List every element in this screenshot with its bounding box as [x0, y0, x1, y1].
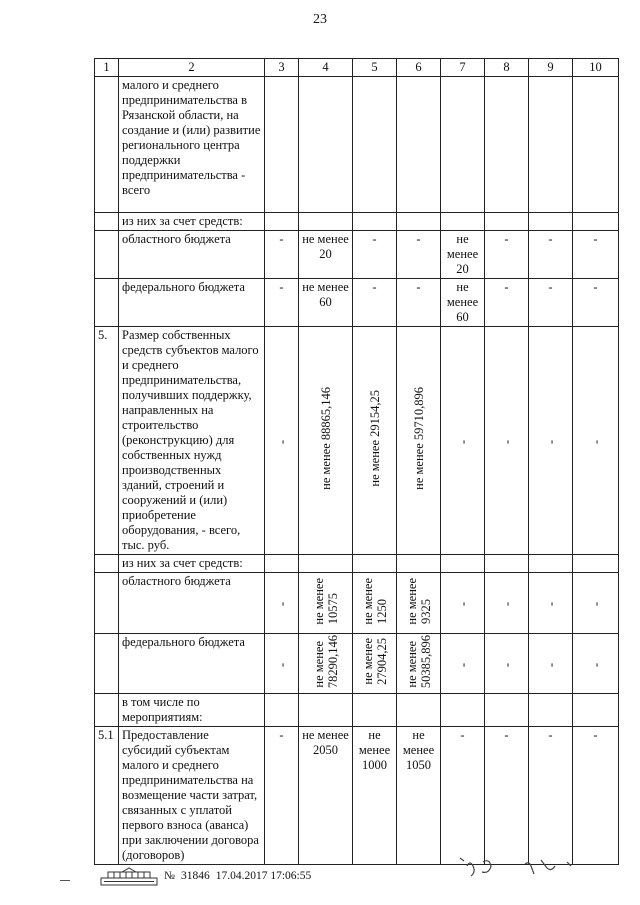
row-description: из них за счет средств: — [119, 213, 265, 231]
cell-value: - — [441, 727, 485, 865]
cell-value: - — [573, 231, 619, 279]
table-row — [95, 555, 619, 573]
cell-value: не менее 20 — [441, 231, 485, 279]
cell-value: не менее9325 — [397, 573, 441, 634]
cell-value: - — [485, 327, 529, 555]
registry-stamp-icon — [100, 866, 158, 886]
page-number: 23 — [313, 12, 327, 27]
cell-value: - — [485, 279, 529, 327]
row-description: областного бюджета — [119, 573, 265, 634]
cell-value: - — [353, 231, 397, 279]
cell-value: - — [485, 573, 529, 634]
cell-value: - — [353, 279, 397, 327]
cell-value: - — [573, 573, 619, 634]
header-cell: 7 — [441, 59, 485, 77]
footer — [100, 866, 311, 886]
cell-value: - — [265, 279, 299, 327]
cell-value: - — [397, 279, 441, 327]
row-description: федерального бюджета — [119, 279, 265, 327]
header-cell: 9 — [529, 59, 573, 77]
cell-value: - — [529, 573, 573, 634]
cell-value: не менее27904,25 — [353, 634, 397, 694]
row-description: Размер собственных средств субъектов малого и среднего предпринимательства, получивших поддержку, направленных на строительство (реконструкцию) для собственных нужд производственных зданий, строений и сооружений и (или) приобретение оборудования, - всего, тыс. руб. — [119, 327, 265, 555]
document-number: 31846 — [180, 870, 210, 882]
row-number — [95, 77, 119, 213]
registration-datetime: 17.04.2017 17:06:55 — [215, 870, 312, 882]
cell-value: не менее78290,146 — [299, 634, 353, 694]
cell-value: - — [573, 727, 619, 865]
cell-value: не менее 1000 — [353, 727, 397, 865]
row-description: из них за счет средств: — [119, 555, 265, 573]
cell-value: не менее1250 — [353, 573, 397, 634]
row-description: областного бюджета — [119, 231, 265, 279]
cell-value: не менее 29154,25 — [353, 327, 397, 555]
header-cell: 3 — [265, 59, 299, 77]
cell-value: - — [485, 727, 529, 865]
cell-value: не менее 60 — [441, 279, 485, 327]
cell-value: - — [573, 327, 619, 555]
cell-value: не менее 1050 — [397, 727, 441, 865]
margin-mark — [60, 880, 70, 881]
header-cell: 8 — [485, 59, 529, 77]
cell-value: - — [529, 327, 573, 555]
row-description: малого и среднего предпринимательства в Рязанской области, на создание и (или) развитие регионального центра поддержки предпринимательства - всего — [119, 77, 265, 213]
cell-value: - — [265, 231, 299, 279]
cell-value: - — [397, 231, 441, 279]
row-number: 5.1 — [95, 727, 119, 865]
table-row — [95, 694, 619, 727]
cell-value: - — [265, 727, 299, 865]
header-cell: 2 — [119, 59, 265, 77]
header-cell: 10 — [573, 59, 619, 77]
handwritten-mark-icon — [455, 848, 595, 888]
header-cell: 6 — [397, 59, 441, 77]
cell-value: - — [573, 634, 619, 694]
table-row — [95, 573, 619, 634]
header-cell: 4 — [299, 59, 353, 77]
cell-value: не менее10575 — [299, 573, 353, 634]
table-row — [95, 634, 619, 694]
table-header-row — [95, 59, 619, 77]
table-row — [95, 279, 619, 327]
table-row — [95, 77, 619, 213]
cell-value: - — [441, 573, 485, 634]
cell-value: - — [529, 231, 573, 279]
cell-value: не менее 59710,896 — [397, 327, 441, 555]
table-row — [95, 213, 619, 231]
cell-value: - — [265, 573, 299, 634]
cell-value: не менее 20 — [299, 231, 353, 279]
cell-value: - — [265, 327, 299, 555]
number-sign: № — [164, 870, 175, 882]
cell-value: - — [529, 634, 573, 694]
row-description: Предоставление субсидий субъектам малого и среднего предпринимательства на возмещение части затрат, связанных с уплатой первого взноса (аванса) при заключении договора (договоров) — [119, 727, 265, 865]
table-row — [95, 231, 619, 279]
row-description: федерального бюджета — [119, 634, 265, 694]
data-table — [94, 58, 619, 865]
cell-value: - — [441, 327, 485, 555]
cell-value: - — [573, 279, 619, 327]
table-row — [95, 327, 619, 555]
cell-value: - — [485, 634, 529, 694]
table-row — [95, 727, 619, 865]
cell-value: - — [485, 231, 529, 279]
row-description: в том числе по мероприятиям: — [119, 694, 265, 727]
cell-value: - — [529, 279, 573, 327]
cell-value: - — [441, 634, 485, 694]
cell-value: не менее50385,896 — [397, 634, 441, 694]
header-cell: 1 — [95, 59, 119, 77]
cell-value: - — [265, 634, 299, 694]
row-number: 5. — [95, 327, 119, 555]
cell-value: не менее 60 — [299, 279, 353, 327]
cell-value: - — [529, 727, 573, 865]
header-cell: 5 — [353, 59, 397, 77]
cell-value: не менее 88865,146 — [299, 327, 353, 555]
cell-value: не менее 2050 — [299, 727, 353, 865]
